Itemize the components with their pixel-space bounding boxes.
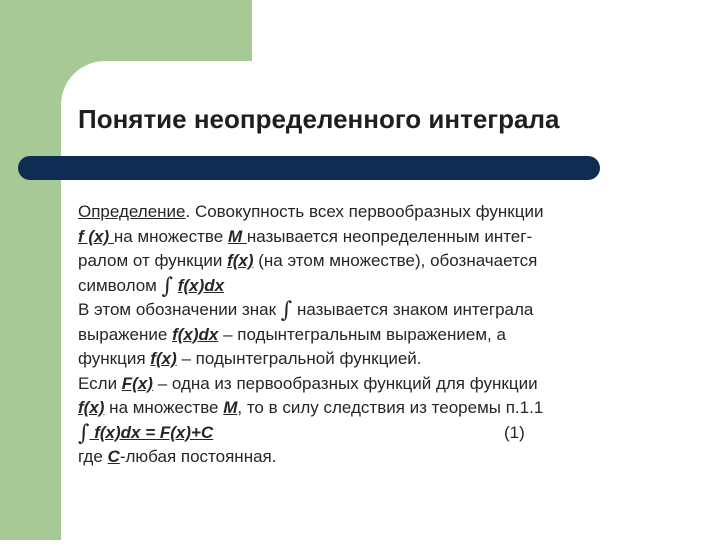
definition-text [78,200,678,470]
text-line-9: f(x) на множестве М, то в силу следствия из теоремы п.1.1 [78,398,544,417]
text-line-5: В этом обозначении знак ∫ называется знаком интеграла [78,298,534,323]
slide-title: Понятие неопределенного интеграла [78,104,560,134]
title-underline-bar [18,156,600,180]
text-line-2: f (x) на множестве М называется неопределенным интег- [78,226,533,246]
definition-label: Определение [78,202,186,221]
text-line-4: символом ∫ f(x)dx [78,273,225,299]
formula-number: (1) [504,422,525,442]
antiderivative-F-x: F(x) [121,373,153,393]
text-line-1: Определение. Совокупность всех первообразных функции [78,202,544,221]
text-line-10 [78,421,678,446]
function-f-x: f(x) [78,398,105,417]
integrand-expression: f(x)dx [172,324,219,344]
integral-sign-icon: ∫ [280,298,293,323]
function-f-x: f (x) [78,226,114,246]
integrand-expression: f(x)dx [177,275,225,295]
integral-sign-icon: ∫ [161,273,174,299]
set-m: М [227,226,247,246]
constant-c: С [107,447,120,466]
set-m: М [223,398,238,417]
text-line-8: Если F(x) – одна из первообразных функций для функции [78,373,538,393]
text-line-6: выражение f(x)dx – подынтегральным выражением, а [78,324,506,344]
function-f-x: f(x) [227,251,254,270]
formula-1: f(x)dx = F(x)+C [89,422,214,442]
integral-sign-icon: ∫ [78,420,90,446]
text-line-3: ралом от функции f(x) (на этом множестве), обозначается [78,251,538,270]
function-f-x: f(x) [150,349,177,368]
text-line-11: где С-любая постоянная. [78,447,277,466]
text-line-7: функция f(x) – подынтегральной функцией. [78,349,422,368]
